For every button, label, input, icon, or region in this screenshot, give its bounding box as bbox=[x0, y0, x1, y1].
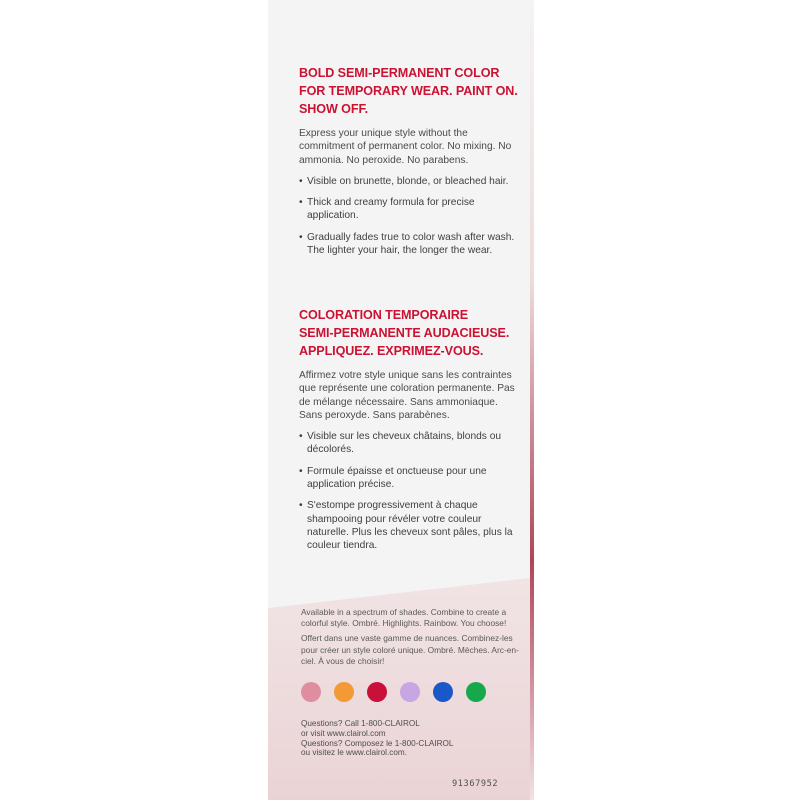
bullet-item bbox=[299, 430, 521, 457]
bullet-dot-icon: • bbox=[299, 197, 303, 209]
contact-info bbox=[301, 719, 523, 758]
shade-swatches bbox=[301, 682, 523, 702]
bullet-dot-icon: • bbox=[299, 465, 303, 477]
bullet-dot-icon: • bbox=[299, 500, 303, 512]
bullet-item bbox=[299, 499, 521, 552]
swatch-lavender bbox=[400, 682, 420, 702]
contact-english-line: Questions? Call 1-800-CLAIROL bbox=[301, 719, 420, 728]
heading-line: SHOW OFF. bbox=[299, 102, 369, 116]
bullet-text: S'estompe progressivement à chaque shampooing pour révéler votre couleur naturelle. Plus les cheveux sont pâles, plus la couleur tiendra. bbox=[307, 500, 513, 552]
contact-english-line: or visit www.clairol.com bbox=[301, 728, 386, 738]
bullet-dot-icon: • bbox=[299, 231, 303, 243]
french-intro: Affirmez votre style unique sans les contraintes que représente une coloration permanente. Pas de mélange nécessaire. Sans ammoniaque. Sans peroxyde. Sans parabènes. bbox=[299, 370, 515, 421]
french-bullet-list bbox=[299, 430, 521, 552]
bullet-text: Gradually fades true to color wash after wash. The lighter your hair, the longer the wear. bbox=[307, 231, 515, 257]
bullet-item bbox=[299, 231, 521, 258]
heading-line: BOLD SEMI-PERMANENT COLOR bbox=[299, 66, 500, 80]
french-heading bbox=[299, 306, 521, 360]
english-heading bbox=[299, 64, 521, 118]
swatch-orange bbox=[334, 682, 354, 702]
contact-french-line: Questions? Composez le 1-800-CLAIROL bbox=[301, 738, 454, 748]
english-section bbox=[299, 64, 521, 257]
heading-line: SEMI-PERMANENTE AUDACIEUSE. bbox=[299, 326, 510, 340]
french-section bbox=[299, 306, 521, 553]
bullet-text: Thick and creamy formula for precise application. bbox=[307, 197, 475, 222]
swatch-pink bbox=[301, 682, 321, 702]
availability-french: Offert dans une vaste gamme de nuances. Combinez-les pour créer un style coloré unique. Ombré. Mèches. Arc-en-ciel. À vous de choisir! bbox=[301, 633, 519, 666]
bullet-item bbox=[299, 196, 521, 223]
product-code: 91367952 bbox=[452, 779, 499, 789]
bullet-dot-icon: • bbox=[299, 175, 303, 187]
heading-line: FOR TEMPORARY WEAR. PAINT ON. bbox=[299, 84, 518, 98]
bullet-dot-icon: • bbox=[299, 431, 303, 443]
heading-line: APPLIQUEZ. EXPRIMEZ-VOUS. bbox=[299, 344, 484, 358]
heading-line: COLORATION TEMPORAIRE bbox=[299, 308, 469, 322]
swatch-crimson bbox=[367, 682, 387, 702]
bullet-text: Visible on brunette, blonde, or bleached hair. bbox=[307, 175, 509, 187]
english-bullet-list bbox=[299, 175, 521, 257]
swatch-blue bbox=[433, 682, 453, 702]
package-side-edge bbox=[530, 0, 534, 800]
bullet-item bbox=[299, 175, 521, 188]
bullet-text: Visible sur les cheveux châtains, blonds ou décolorés. bbox=[307, 431, 502, 456]
english-intro: Express your unique style without the commitment of permanent color. No mixing. No ammonia. No peroxide. No parabens. bbox=[299, 128, 512, 166]
swatch-green bbox=[466, 682, 486, 702]
bullet-text: Formule épaisse et onctueuse pour une application précise. bbox=[307, 465, 487, 491]
availability-english: Available in a spectrum of shades. Combine to create a colorful style. Ombré. Highlights. Rainbow. You choose! bbox=[301, 607, 507, 629]
availability-text bbox=[301, 607, 523, 667]
bullet-item bbox=[299, 465, 521, 492]
contact-french-line: ou visitez le www.clairol.com. bbox=[301, 748, 408, 758]
